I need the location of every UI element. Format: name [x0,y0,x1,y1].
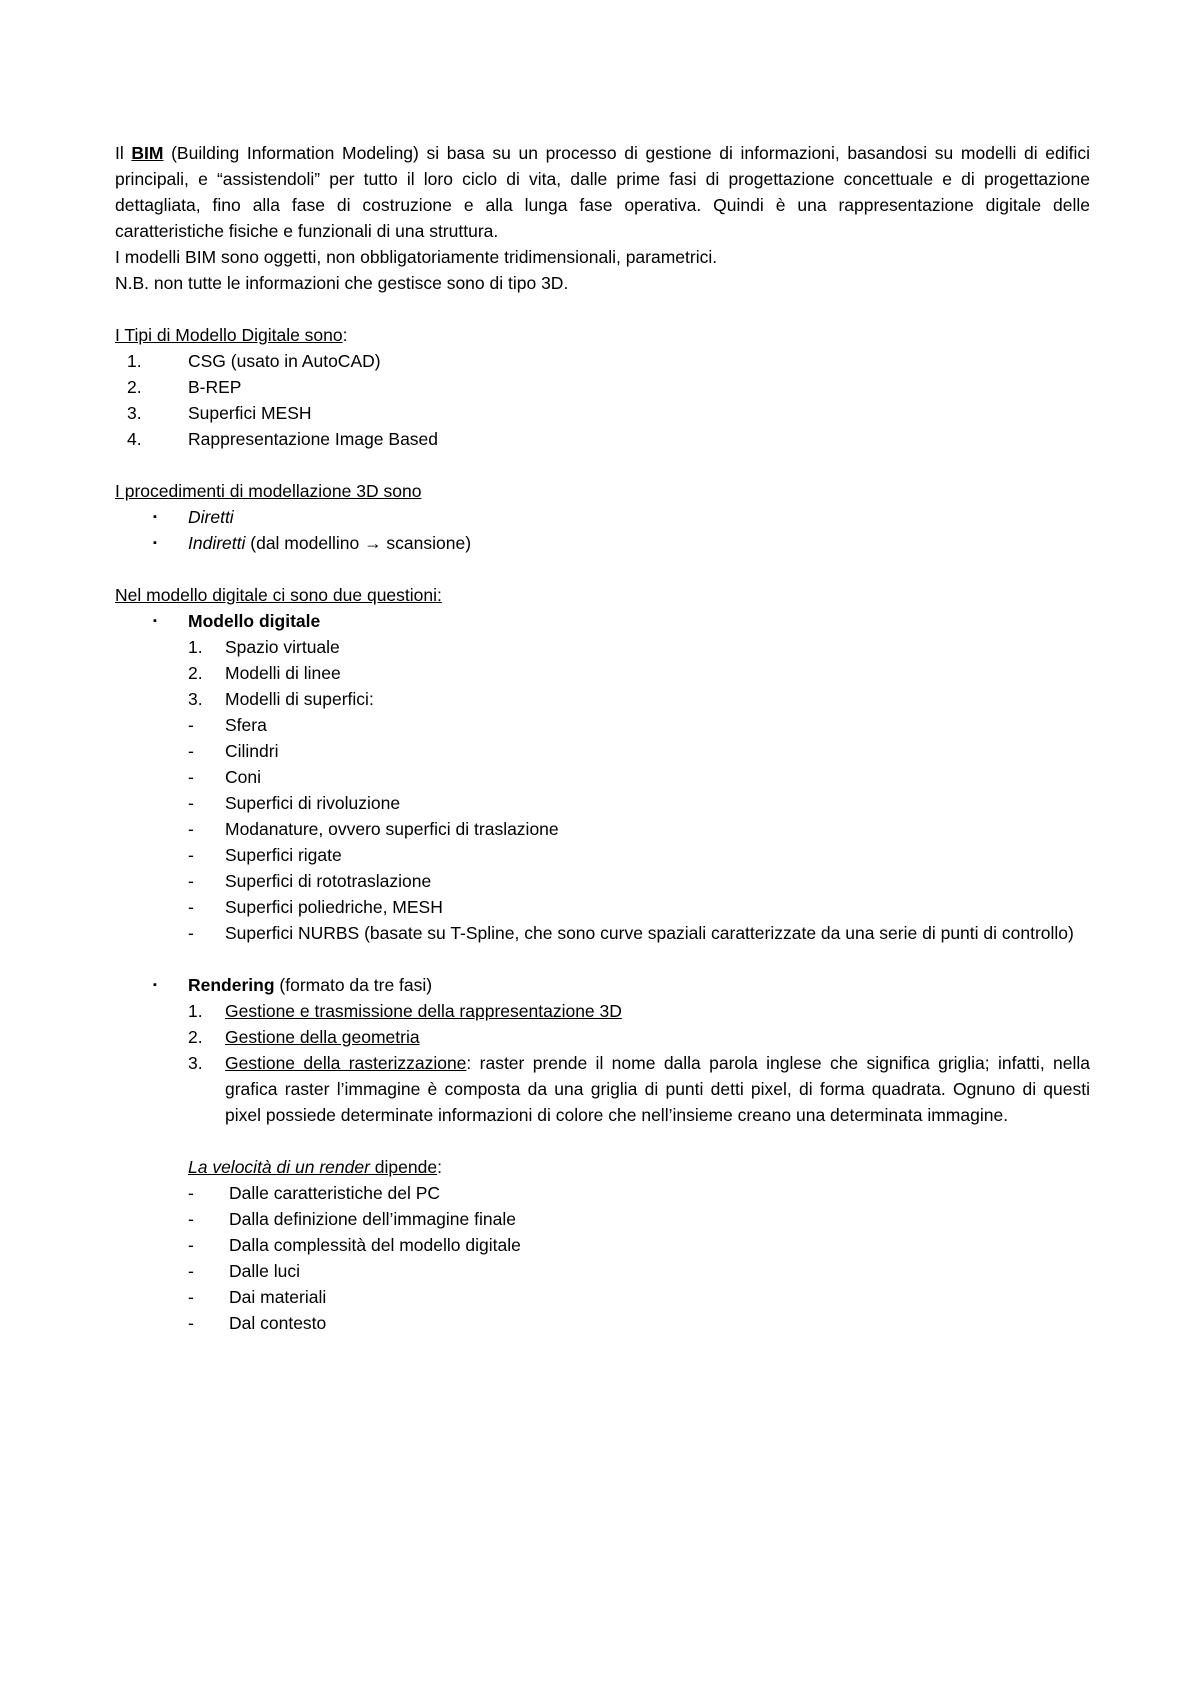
list-item-text: Dai materiali [229,1287,327,1307]
bim-term: BIM [131,143,164,163]
list-number: 1. [127,351,142,371]
list-item-text: Gestione della geometria [225,1027,420,1047]
list-item-text: Cilindri [225,741,279,761]
document-content [115,140,1090,1336]
dash-marker: - [188,741,194,761]
nb-line: N.B. non tutte le informazioni che gestisce sono di tipo 3D. [115,273,569,293]
list-item-text: Dalle luci [229,1261,300,1281]
bullet-icon: ▪ [153,979,157,991]
list-item-text: Dalla definizione dell’immagine finale [229,1209,516,1229]
list-item-text: Superfici rigate [225,845,342,865]
procedimenti-item [115,504,1090,530]
velocita-item [115,1206,1090,1232]
list-item-text: Modelli di superfici: [225,689,374,709]
dash-marker: - [188,1287,194,1307]
dash-marker: - [188,845,194,865]
dash-marker: - [188,871,194,891]
dash-marker: - [188,793,194,813]
dash-marker: - [188,1261,194,1281]
list-item-text-italic: Indiretti [188,533,246,553]
md-subitem [115,634,1090,660]
superfici-item [115,764,1090,790]
list-number: 3. [188,1053,203,1073]
tipi-heading-text: I Tipi di Modello Digitale sono [115,325,343,345]
superfici-item [115,738,1090,764]
modello-digitale-title: Modello digitale [188,611,321,631]
list-item-text: Diretti [188,507,234,527]
list-number: 2. [188,663,203,683]
list-item-text: Modanature, ovvero superfici di traslazione [225,819,559,839]
velocita-item [115,1258,1090,1284]
tipi-item [115,426,1090,452]
intro-text: Il [115,143,132,163]
list-item-text: Dalle caratteristiche del PC [229,1183,441,1203]
superfici-item [115,894,1090,920]
list-item-text: Sfera [225,715,267,735]
rendering-step [115,1024,1090,1050]
list-item-text-underlined: Gestione della rasterizzazione [225,1053,467,1073]
superfici-item [115,920,1090,946]
velocita-heading [188,1154,1090,1180]
rendering-step [115,998,1090,1024]
tipi-heading-colon: : [342,325,348,345]
procedimenti-heading: I procedimenti di modellazione 3D sono [115,481,422,501]
superfici-item [115,868,1090,894]
dash-marker: - [188,1209,194,1229]
velocita-item [115,1284,1090,1310]
superfici-item [115,842,1090,868]
rendering-subtitle: (formato da tre fasi) [274,975,433,995]
dash-marker: - [188,923,194,943]
list-item-text: Superfici MESH [188,403,312,423]
velocita-item [115,1310,1090,1336]
dash-marker: - [188,1313,194,1333]
dash-marker: - [188,767,194,787]
md-subitem [115,660,1090,686]
rendering-step [115,1050,1090,1128]
velocita-heading-colon: : [437,1157,442,1177]
bullet-icon: ▪ [153,511,157,523]
modello-digitale-item [115,608,1090,634]
dash-marker: - [188,819,194,839]
velocita-heading-text: dipende [369,1157,438,1177]
velocita-item [115,1180,1090,1206]
list-item-text: Superfici poliedriche, MESH [225,897,443,917]
list-item-text: Superfici NURBS (basate su T-Spline, che sono curve spaziali caratterizzate da una serie di punti di controllo) [225,923,1074,943]
list-number: 1. [188,637,203,657]
rendering-item [115,972,1090,998]
list-number: 3. [127,403,142,423]
list-item-text: Dalla complessità del modello digitale [229,1235,521,1255]
list-number: 2. [127,377,142,397]
list-number: 2. [188,1027,203,1047]
superfici-item [115,790,1090,816]
superfici-item [115,712,1090,738]
bim-models-line: I modelli BIM sono oggetti, non obbligatoriamente tridimensionali, parametrici. [115,247,718,267]
procedimenti-item [115,530,1090,556]
list-item-text: Coni [225,767,261,787]
questioni-heading: Nel modello digitale ci sono due questioni: [115,585,442,605]
superfici-item [115,816,1090,842]
dash-marker: - [188,1235,194,1255]
tipi-item [115,400,1090,426]
list-item-text: Superfici di rototraslazione [225,871,432,891]
list-item-text: Spazio virtuale [225,637,340,657]
list-item-text: CSG (usato in AutoCAD) [188,351,381,371]
list-item-text: Rappresentazione Image Based [188,429,439,449]
intro-text-rest: (Building Information Modeling) si basa su un processo di gestione di informazioni, basandosi su modelli di edifici principali, e “assistendoli” per tutto il loro ciclo di vita, dalle prime fasi di progettazione concettuale e di progettazione dettagliata, fino alla fase di costruzione e alla lunga fase operativa. Quindi è una rappresentazione digitale delle caratteristiche fisiche e funzionali di una struttura. [115,143,1090,241]
list-number: 1. [188,1001,203,1021]
list-item-text: Modelli di linee [225,663,341,683]
md-subitem [115,686,1090,712]
velocita-heading-italic: La velocità di un render [188,1157,370,1177]
dash-marker: - [188,715,194,735]
list-number: 4. [127,429,142,449]
intro-paragraph [115,140,1090,244]
list-item-text: Superfici di rivoluzione [225,793,401,813]
rendering-title: Rendering [188,975,275,995]
dash-marker: - [188,1183,194,1203]
list-number: 3. [188,689,203,709]
dash-marker: - [188,897,194,917]
velocita-item [115,1232,1090,1258]
list-item-text: B-REP [188,377,242,397]
tipi-item [115,374,1090,400]
bullet-icon: ▪ [153,615,157,627]
bullet-icon: ▪ [153,537,157,549]
tipi-item [115,348,1090,374]
list-item-text: (dal modellino → scansione) [245,533,472,553]
list-item-text: Dal contesto [229,1313,327,1333]
list-item-text: : raster prende il nome dalla parola inglese che significa griglia; infatti, nella grafica raster l’immagine è composta da una griglia di punti detti pixel, di forma quadrata. Ognuno di questi pixel possiede determinate informazioni di colore che nell’insieme creano una determinata immagine. [225,1053,1091,1125]
list-item-text: Gestione e trasmissione della rappresentazione 3D [225,1001,622,1021]
tipi-heading [115,322,1090,348]
